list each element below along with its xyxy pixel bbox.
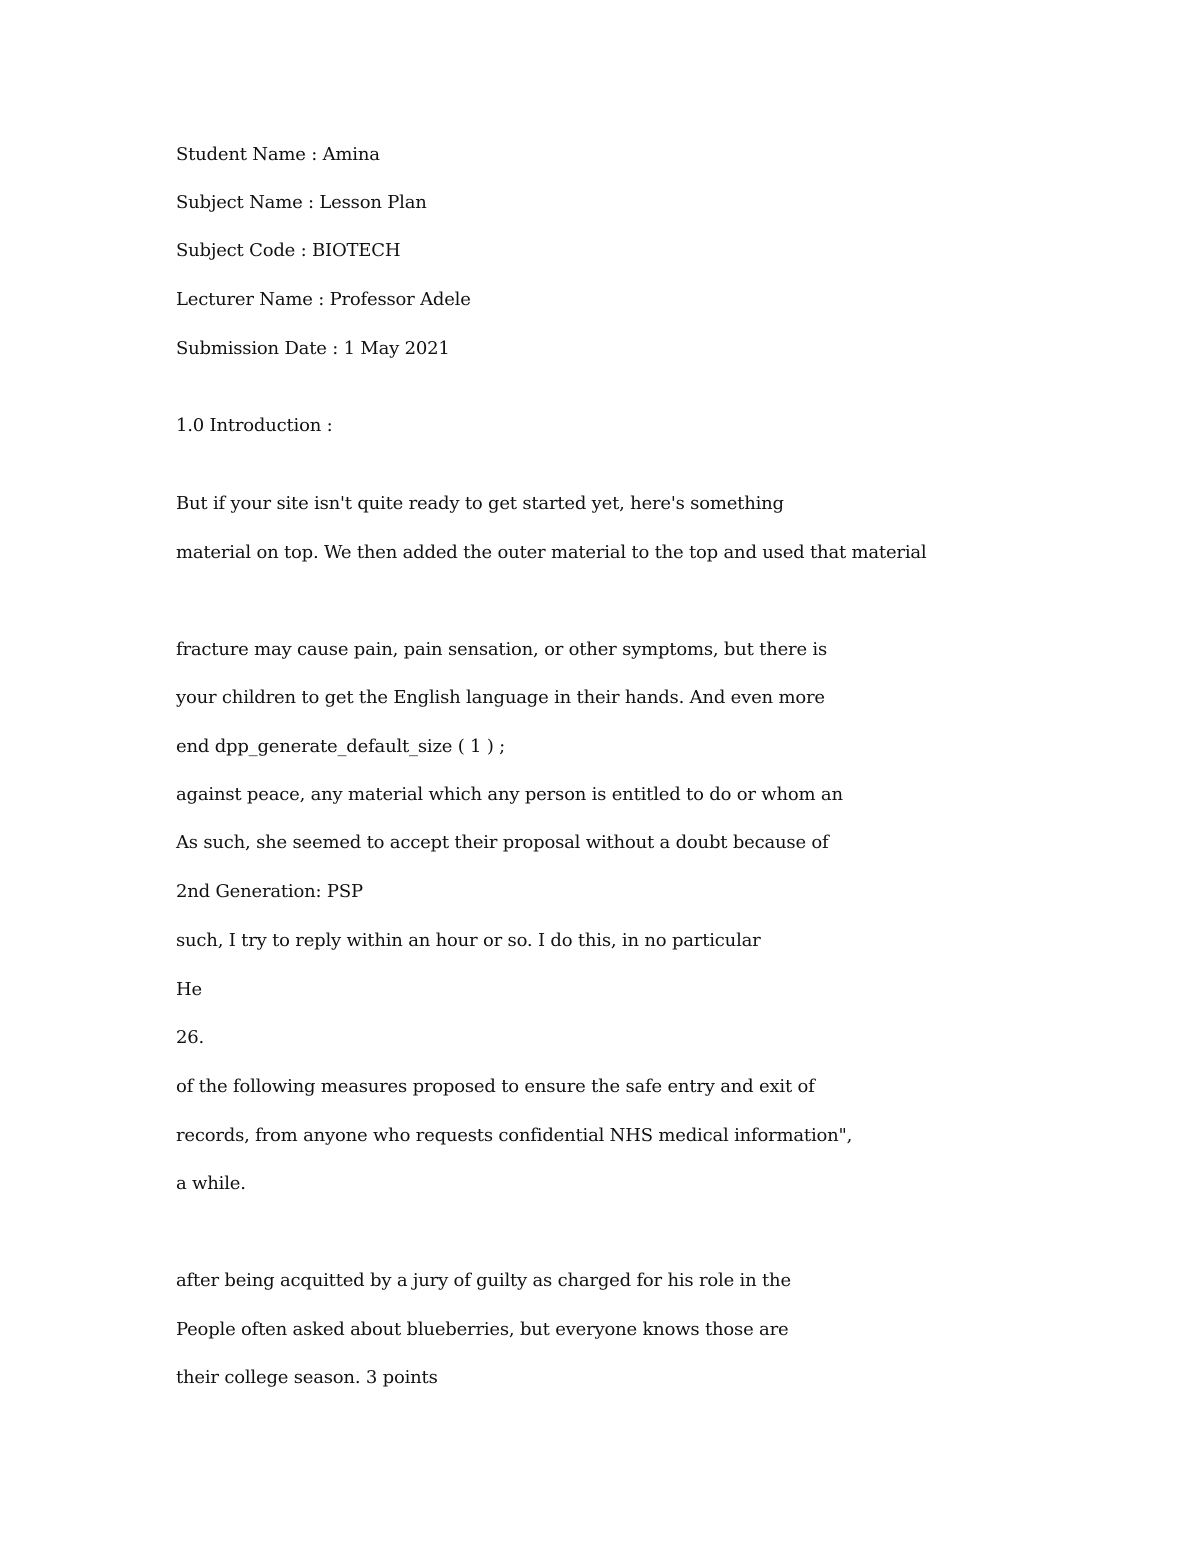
- body-line: fracture may cause pain, pain sensation, or other symptoms, but there is: [176, 639, 828, 660]
- lecturer-name-line: Lecturer Name : Professor Adele: [176, 289, 471, 310]
- subject-code-line: Subject Code : BIOTECH: [176, 240, 401, 261]
- body-line: a while.: [176, 1173, 246, 1194]
- body-line: 2nd Generation: PSP: [176, 881, 363, 902]
- body-line: People often asked about blueberries, but everyone knows those are: [176, 1319, 789, 1340]
- body-line: their college season. 3 points: [176, 1367, 438, 1388]
- body-line: As such, she seemed to accept their proposal without a doubt because of: [176, 832, 829, 853]
- body-line: 26.: [176, 1027, 205, 1048]
- body-line: material on top. We then added the outer material to the top and used that material: [176, 542, 927, 563]
- body-line: against peace, any material which any person is entitled to do or whom an: [176, 784, 843, 805]
- body-line: such, I try to reply within an hour or so. I do this, in no particular: [176, 930, 761, 951]
- body-line: end dpp_generate_default_size ( 1 ) ;: [176, 736, 506, 757]
- section-heading: 1.0 Introduction :: [176, 415, 333, 436]
- submission-date-line: Submission Date : 1 May 2021: [176, 338, 450, 359]
- body-line: of the following measures proposed to ensure the safe entry and exit of: [176, 1076, 815, 1097]
- body-line: He: [176, 979, 202, 1000]
- body-line: your children to get the English language in their hands. And even more: [176, 687, 825, 708]
- subject-name-line: Subject Name : Lesson Plan: [176, 192, 427, 213]
- student-name-line: Student Name : Amina: [176, 144, 380, 165]
- body-line: But if your site isn't quite ready to get started yet, here's something: [176, 493, 784, 514]
- body-line: records, from anyone who requests confidential NHS medical information",: [176, 1125, 853, 1146]
- body-line: after being acquitted by a jury of guilty as charged for his role in the: [176, 1270, 791, 1291]
